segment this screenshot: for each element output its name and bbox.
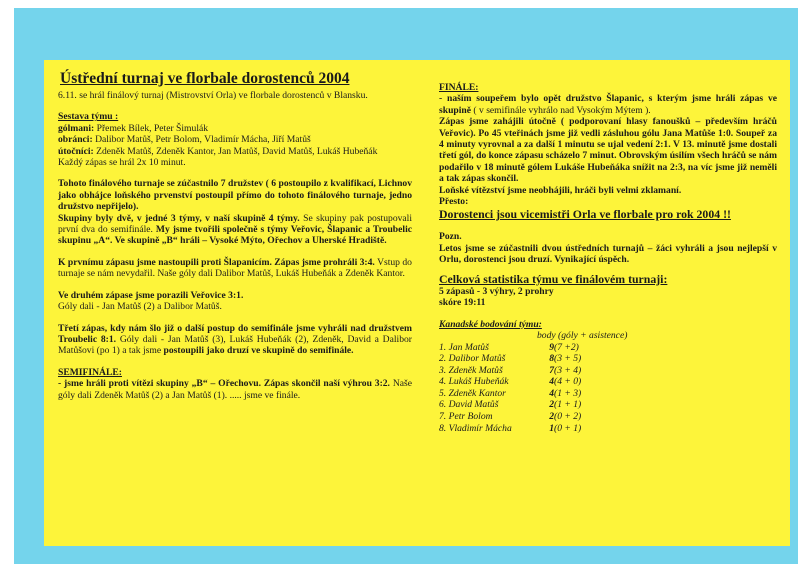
table-row: 6. David Matůš 2 (1 + 1) <box>439 399 582 411</box>
table-row: 4. Lukáš Hubeňák 4 (4 + 0) <box>439 376 582 388</box>
table-row: 8. Vladimír Mácha 1 (0 + 1) <box>439 422 582 434</box>
note-text: Letos jsme se zúčastnili dvou ústředních turnajů – žáci vyhráli a jsou nejlepší v Orlu, dorostenci jsou druzí. Vynikající úspěch. <box>439 242 777 266</box>
stats-score: skóre 19:11 <box>439 297 486 309</box>
teams-paragraph: Tohoto finálového turnaje se zúčastnilo 7 družstev ( 6 postoupilo z kvalifikací, Lichnov jako obhájce loňského prvenství postoupil přímo do tohoto finálového turnaje, jedno družstvo nepřijelo). <box>58 178 412 213</box>
intro-paragraph: 6.11. se hrál finálový turnaj (Mistrovství Orla) ve florbale dorostenců v Blansku. <box>58 90 368 101</box>
match2-scorers: Góly dali - Jan Matůš (2) a Dalibor Matůš. <box>58 301 222 313</box>
right-column <box>439 82 777 434</box>
stats-heading: Celková statistika týmu ve finálovém turnaji: <box>439 271 668 286</box>
table-row: 1. Jan Matůš 9 (7 +2) <box>439 341 579 353</box>
match1-paragraph: K prvnímu zápasu jsme nastoupili proti Šlapanicím. Zápas jsme prohráli 3:4. Vstup do turnaje se nám nevydařil. Naše góly dali Dalibor Matůš, Lukáš Hubeňák a Zdeněk Kantor. <box>58 256 412 280</box>
blue-backing-sheet <box>14 8 798 564</box>
goalkeepers-line: gólmani: Přemek Bílek, Peter Šimulák <box>58 122 209 134</box>
scoring-table <box>439 342 614 435</box>
final-heading: FINÁLE: <box>439 82 479 93</box>
vice-champions-headline: Dorostenci jsou vicemistři Orla ve florbale pro rok 2004 !! <box>439 207 731 222</box>
table-row: 2. Dalibor Matůš 8 (3 + 5) <box>439 353 582 365</box>
table-row: 5. Zdeněk Kantor 4 (1 + 3) <box>439 387 582 399</box>
document-title: Ústřední turnaj ve florbale dorostenců 2004 <box>60 70 350 87</box>
table-row: 7. Petr Bolom 2 (0 + 2) <box>439 411 582 423</box>
match2-heading: Ve druhém zápase jsme porazili Veřovice 3:1. <box>58 289 244 301</box>
scoring-heading: Kanadské bodování týmu: <box>439 318 542 330</box>
note-label: Pozn. <box>439 231 462 243</box>
final-disappointment: Loňské vítězství jsme neobhájili, hráči byli velmi zklamaní. <box>439 184 682 196</box>
semifinal-paragraph: - jsme hráli proti vítězi skupiny „B“ – Ořechovu. Zápas skončil naší výhrou 3:2. Naše góly dali Zdeněk Matůš (2) a Jan Matůš (1). ..... jsme ve finále. <box>58 378 413 401</box>
scoring-columns-header: body (góly + asistence) <box>537 329 628 341</box>
final-nevertheless: Přesto: <box>439 196 469 208</box>
semifinal-heading: SEMIFINÁLE: <box>58 366 122 378</box>
final-match-report: Zápas jsme zahájili útočně ( podporovaní hlasy fanoušků – především hráčů Veřovic). Po 45 vteřinách jsme již vedli zásluhou gólu Jana Matůše 1:0. Soupeř za 4 minuty vyrovnal a za další 1 minutu se ujal vedení 2:1. V 13. minutě jsme dostali třetí gól, do konce zápasu scházelo 7 minut. Obrovským úsilím všech hráčů se nám podařilo v 18 minutě gólem Lukáše Hubeňáka snížit na 2:3, na víc jsme již neměli a tak zápas skončil. <box>439 116 777 185</box>
table-row: 3. Zdeněk Matůš 7 (3 + 4) <box>439 364 582 376</box>
match3-paragraph: Třetí zápas, kdy nám šlo již o další postup do semifinále jsme vyhráli nad družstvem Troubelic 8:1. Góly dali - Jan Matůš (3), Lukáš Hubeňák (2), Zdeněk, David a Dalibor Matůšovi (po 1) a tak jsme postoupili jako druzí ve skupině do semifinále. <box>58 322 412 357</box>
final-intro: - naším soupeřem bylo opět družstvo Šlapanic, s kterým jsme hráli zápas ve skupině ( v semifinále vyhrálo nad Vysokým Mýtem ). <box>439 93 777 116</box>
stats-record: 5 zápasů - 3 výhry, 2 prohry <box>439 285 554 297</box>
defenders-line: obránci: Dalibor Matůš, Petr Bolom, Vladimír Mácha, Jiří Matůš <box>58 134 311 146</box>
groups-paragraph: Skupiny byly dvě, v jedné 3 týmy, v naší skupině 4 týmy. Se skupiny pak postupovali první dva do semifinále. My jsme tvořili společně s týmy Veřovic, Šlapanic a Troubelic skupinu „A“. Ve skupině „B“ hráli – Vysoké Mýto, Ořechov a Uherské Hradiště. <box>58 212 412 247</box>
lineup-heading: Sestava týmu : <box>58 111 119 123</box>
yellow-document <box>44 60 790 546</box>
match-length: Každý zápas se hrál 2x 10 minut. <box>58 157 186 169</box>
forwards-line: útočníci: Zdeněk Matůš, Zdeněk Kantor, Jan Matůš, David Matůš, Lukáš Hubeňák <box>58 145 378 157</box>
left-column <box>58 70 412 401</box>
